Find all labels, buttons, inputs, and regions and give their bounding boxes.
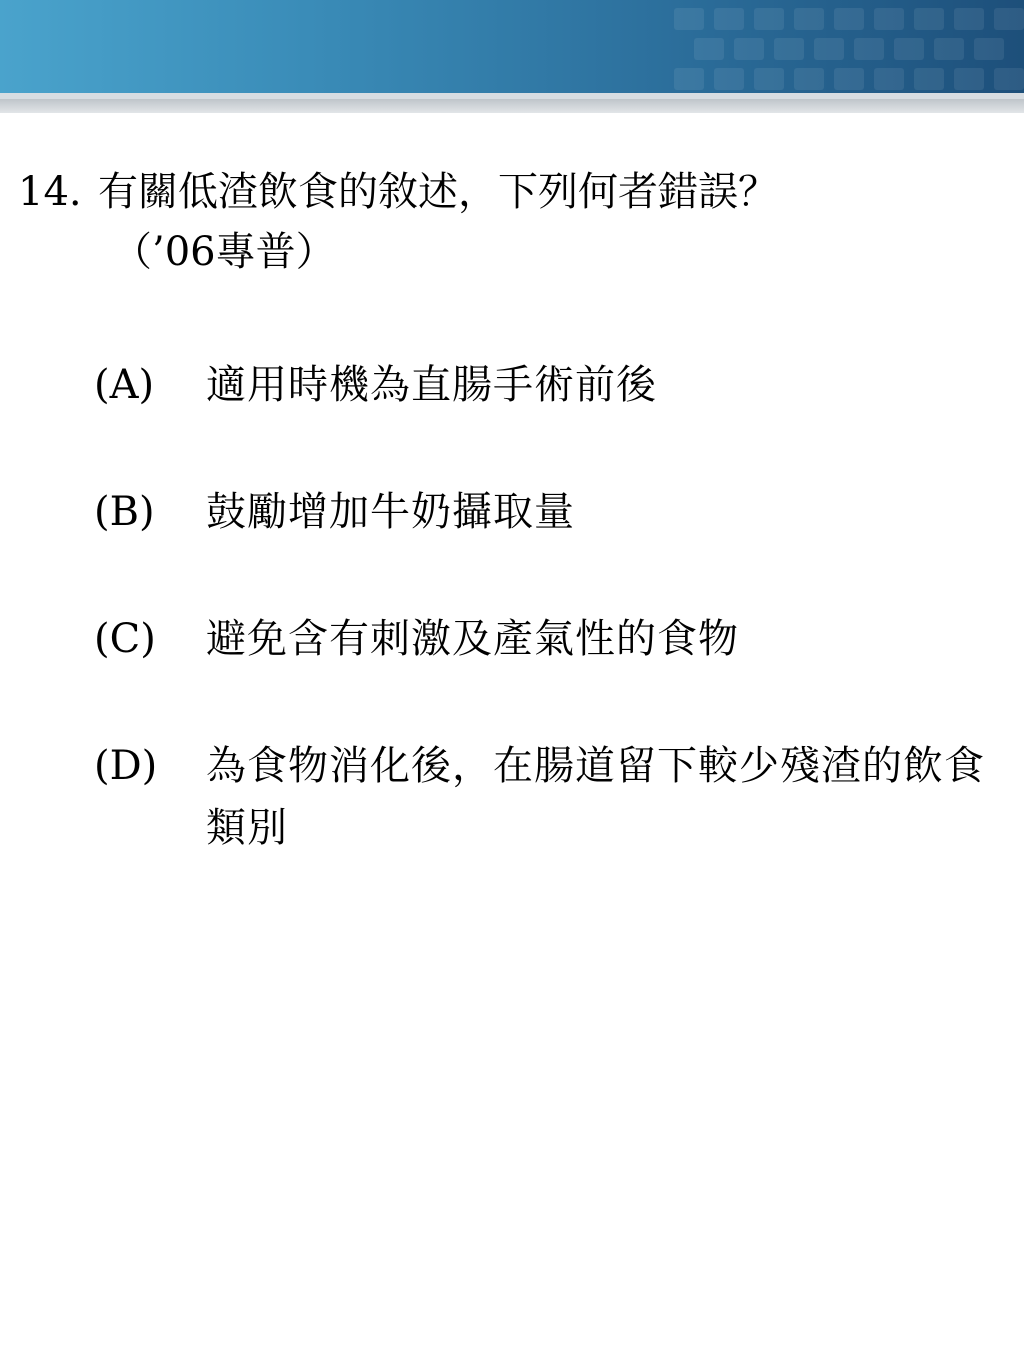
option-a[interactable]: [94, 354, 1014, 416]
option-b[interactable]: [94, 481, 1014, 543]
header-divider-grey: [0, 99, 1024, 113]
option-letter: (C): [94, 616, 156, 662]
question-text: 有關低渣飲食的敘述，下列何者錯誤？: [98, 169, 778, 215]
question-block: [18, 162, 1018, 282]
option-letter: (B): [94, 489, 155, 535]
question-source: （’06專普）: [112, 229, 336, 275]
option-text: 為食物消化後，在腸道留下較少殘渣的飲食類別: [206, 743, 985, 851]
question-line: [18, 162, 1018, 222]
options-list: [94, 354, 1014, 924]
option-c[interactable]: [94, 608, 1014, 670]
question-number: 14.: [18, 169, 82, 215]
option-text: 鼓勵增加牛奶攝取量: [206, 489, 575, 535]
option-text: 適用時機為直腸手術前後: [206, 362, 657, 408]
option-d[interactable]: [94, 735, 1014, 859]
option-letter: (D): [94, 743, 158, 789]
slide-header-bar: [0, 0, 1024, 93]
option-letter: (A): [94, 362, 155, 408]
header-grid-pattern: [664, 0, 1024, 93]
option-text: 避免含有刺激及產氣性的食物: [206, 616, 739, 662]
